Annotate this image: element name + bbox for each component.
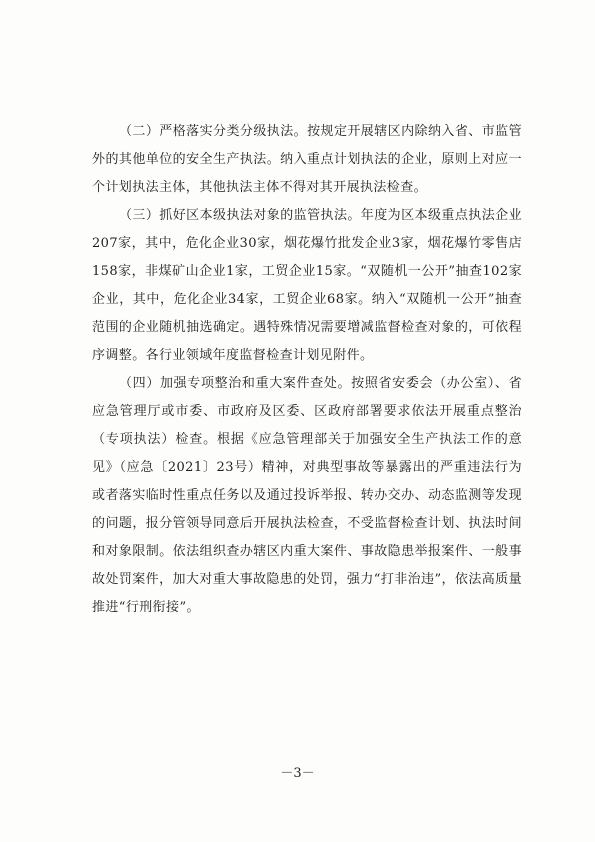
paragraph-district-enforcement-targets: （三）抓好区本级执法对象的监管执法。年度为区本级重点执法企业207家，其中，危化企业30家，烟花爆竹批发企业3家，烟花爆竹零售店158家，非煤矿山企业1家，工贸企业15家。“双随机一公开”抽查102家企业，其中，危化企业34家，工贸企业68家。纳入“双随机一公开”抽查范围的企业随机抽选确定。遇特殊情况需要增减监督检查对象的，可依程序调整。各行业领域年度监督检查计划见附件。 — [92, 208, 522, 363]
paragraph-classified-enforcement: （二）严格落实分类分级执法。按规定开展辖区内除纳入省、市监管外的其他单位的安全生产执法。纳入重点计划执法的企业，原则上对应一个计划执法主体，其他执法主体不得对其开展执法检查。 — [92, 124, 522, 195]
page-number: －3－ — [280, 766, 315, 781]
document-body — [92, 118, 522, 622]
paragraph-special-rectification: （四）加强专项整治和重大案件查处。按照省安委会（办公室）、省应急管理厅或市委、市政府及区委、区政府部署要求依法开展重点整治（专项执法）检查。根据《应急管理部关于加强安全生产执法工作的意见》（应急〔2021〕23号）精神，对典型事故等暴露出的严重违法行为或者落实临时性重点任务以及通过投诉举报、转办交办、动态监测等发现的问题，报分管领导同意后开展执法检查，不受监督检查计划、执法时间和对象限制。依法组织查办辖区内重大案件、事故隐患举报案件、一般事故处罚案件，加大对重大事故隐患的处罚，强力“打非治违”，依法高质量推进“行刑衔接”。 — [92, 376, 522, 615]
